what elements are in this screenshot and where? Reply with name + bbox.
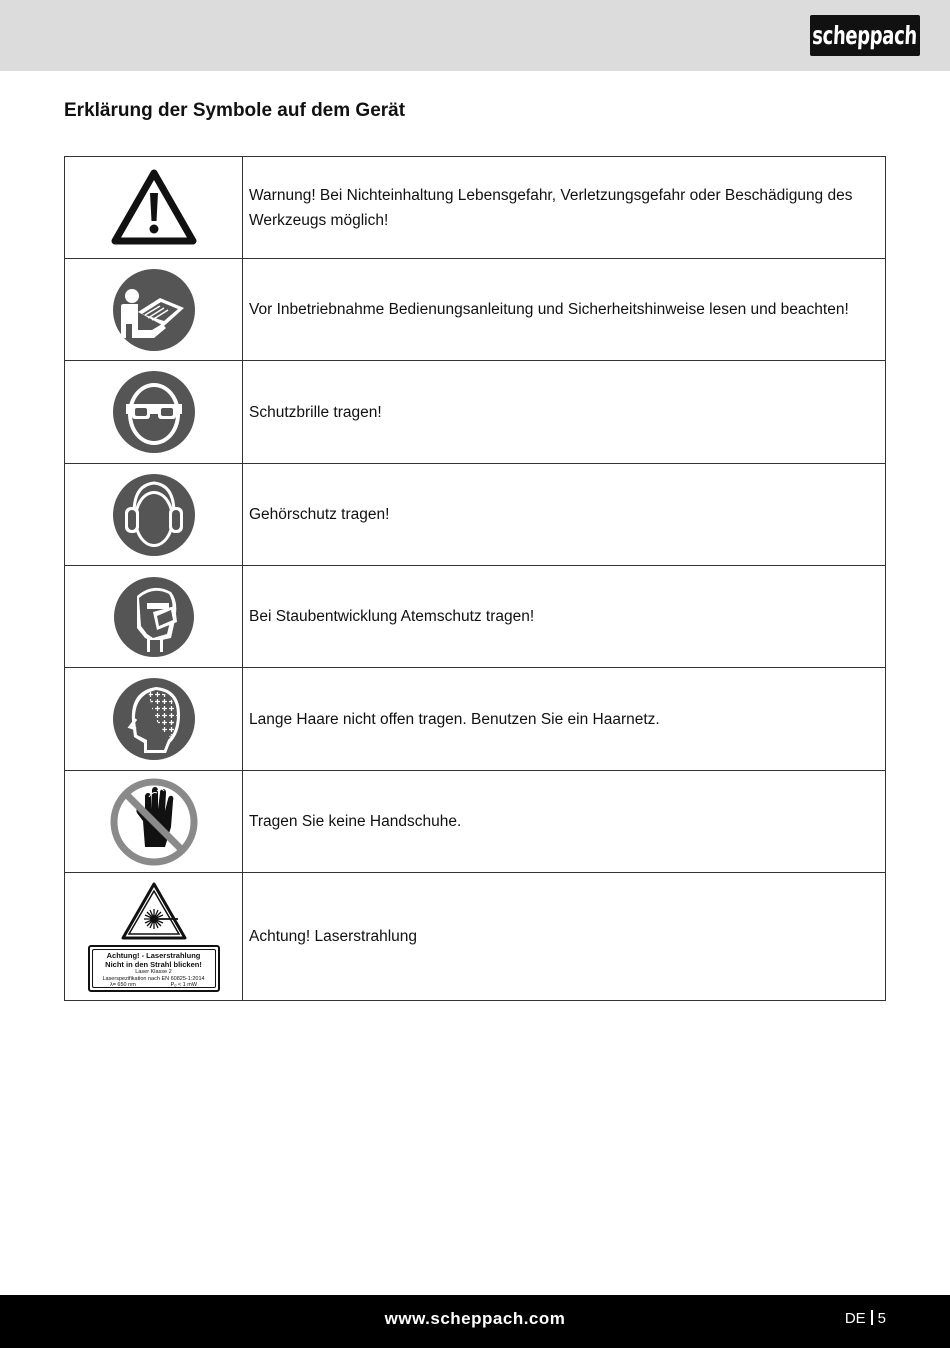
symbol-description: Gehörschutz tragen!	[243, 464, 886, 566]
symbol-cell	[65, 668, 243, 771]
laser-label-wavelength: λ= 650 nm	[109, 982, 136, 988]
symbol-cell	[65, 361, 243, 464]
warning-triangle-icon	[111, 169, 197, 247]
table-row	[65, 157, 886, 259]
safety-goggles-icon	[112, 370, 196, 454]
symbol-description: Warnung! Bei Nichteinhaltung Lebensgefahr, Verletzungsgefahr oder Beschädigung des Werkzeugs möglich!	[243, 157, 886, 259]
respirator-mask-icon	[113, 576, 195, 658]
laser-label-values	[93, 982, 215, 989]
symbol-description: Schutzbrille tragen!	[243, 361, 886, 464]
laser-label-class: Laser Klasse 2	[135, 969, 172, 975]
footer-page-indicator	[845, 1310, 886, 1327]
table-row	[65, 464, 886, 566]
hairnet-icon	[112, 677, 196, 761]
table-row	[65, 771, 886, 873]
symbol-description: Bei Staubentwicklung Atemschutz tragen!	[243, 566, 886, 668]
symbol-cell	[65, 157, 243, 259]
symbol-description: Tragen Sie keine Handschuhe.	[243, 771, 886, 873]
page-title: Erklärung der Symbole auf dem Gerät	[64, 100, 406, 121]
laser-warning-icon	[120, 881, 188, 941]
page-header	[0, 0, 950, 71]
laser-label-power: Pₒ < 1 mW	[170, 982, 198, 988]
symbol-description: Lange Haare nicht offen tragen. Benutzen Sie ein Haarnetz.	[243, 668, 886, 771]
footer-website-link[interactable]: www.scheppach.com	[384, 1309, 566, 1328]
table-row	[65, 668, 886, 771]
symbol-cell	[65, 873, 243, 1001]
scheppach-logo	[810, 15, 920, 56]
laser-label-line1: Achtung! - Laserstrahlung	[106, 951, 201, 960]
symbol-cell	[65, 259, 243, 361]
read-manual-icon	[112, 268, 196, 352]
footer-separator	[871, 1310, 873, 1325]
symbol-description: Achtung! Laserstrahlung	[243, 873, 886, 1001]
footer-page-number: 5	[877, 1310, 886, 1327]
symbol-description: Vor Inbetriebnahme Bedienungsanleitung und Sicherheitshinweise lesen und beachten!	[243, 259, 886, 361]
laser-label-spec: Laserspezifikation nach EN 60825-1:2014	[102, 975, 205, 982]
table-row	[65, 566, 886, 668]
symbol-cell	[65, 771, 243, 873]
ear-protection-icon	[112, 473, 196, 557]
no-gloves-icon	[109, 777, 199, 867]
symbol-cell	[65, 464, 243, 566]
footer-language: DE	[844, 1310, 866, 1327]
laser-label-line2: Nicht in den Strahl blicken!	[105, 959, 202, 969]
table-row	[65, 873, 886, 1001]
symbol-cell	[65, 566, 243, 668]
laser-warning-label	[88, 945, 220, 992]
logo-text: scheppach	[811, 21, 919, 50]
symbols-table	[64, 156, 886, 1001]
table-row	[65, 361, 886, 464]
table-row	[65, 259, 886, 361]
